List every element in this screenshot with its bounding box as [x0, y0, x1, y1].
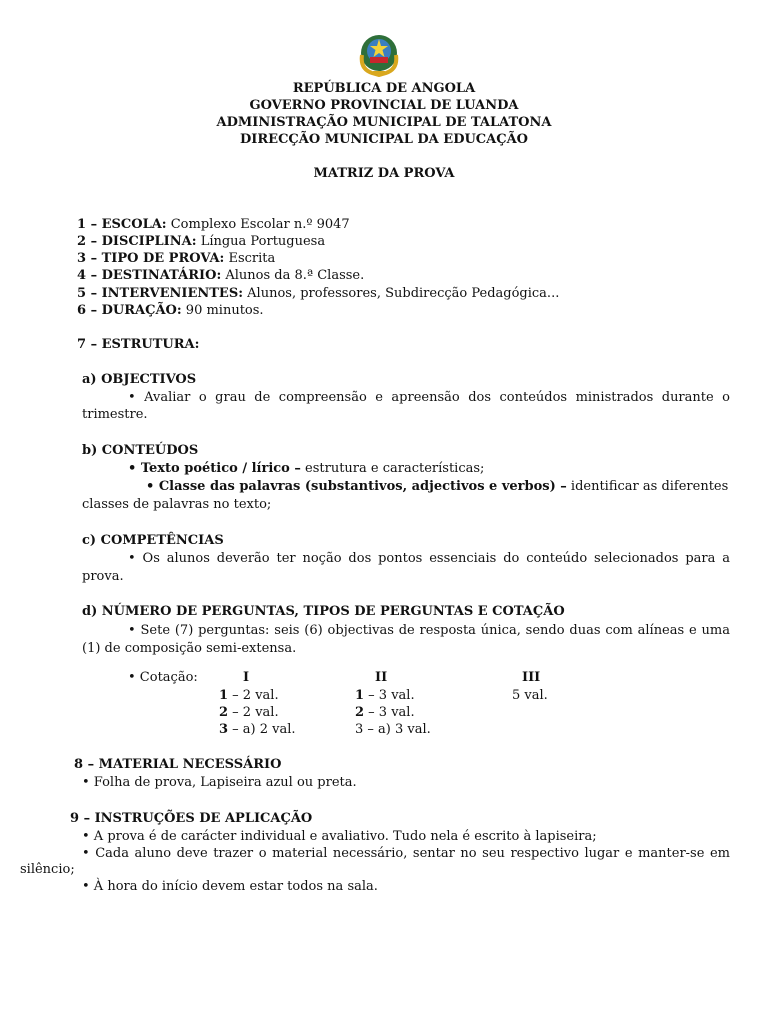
cotacao-question-number: 2 [355, 705, 365, 720]
cotacao-value: – 3 val. [364, 705, 415, 720]
cotacao-I-row-2 [219, 705, 279, 720]
perguntas-heading: d) NÚMERO DE PERGUNTAS, TIPOS DE PERGUNTAS E COTAÇÃO [82, 604, 565, 619]
cotacao-II-row-2 [355, 705, 415, 720]
objectivos-heading: a) OBJECTIVOS [82, 372, 197, 387]
info-intervenientes [77, 286, 559, 301]
section-instrucoes-heading: 9 – INSTRUÇÕES DE APLICAÇÃO [70, 811, 313, 826]
conteudos-item-2 [146, 479, 730, 494]
competencias-heading: c) COMPETÊNCIAS [82, 533, 224, 548]
competencias-line-1: • Os alunos deverão ter noção dos pontos essenciais do conteúdo selecionados para a [128, 551, 730, 566]
info-label: 2 – DISCIPLINA: [77, 234, 197, 249]
competencias-line-2: prova. [82, 569, 124, 584]
conteudos-heading: b) CONTEÚDOS [82, 443, 199, 458]
cotacao-col-III: III [522, 670, 541, 685]
cotacao-I-row-3 [219, 722, 296, 737]
cotacao-II-row-3 [355, 722, 431, 737]
conteudos-item-1 [128, 461, 484, 476]
info-disciplina [77, 234, 325, 249]
header-line-administration: ADMINISTRAÇÃO MUNICIPAL DE TALATONA [216, 115, 552, 130]
objectivos-line-2: trimestre. [82, 407, 148, 422]
cotacao-value: – 3 val. [364, 688, 415, 703]
header-line-direction: DIRECÇÃO MUNICIPAL DA EDUCAÇÃO [240, 132, 528, 147]
material-line-1: • Folha de prova, Lapiseira azul ou preta. [82, 775, 357, 790]
cotacao-question-number: 1 [219, 688, 229, 703]
conteudos-item-1-title: • Texto poético / lírico – [128, 461, 301, 476]
cotacao-I-row-1 [219, 688, 279, 703]
conteudos-item-1-text: estrutura e características; [300, 461, 485, 476]
info-duracao [77, 303, 264, 318]
cotacao-question-number: 1 [355, 688, 365, 703]
cotacao-II-row-1 [355, 688, 415, 703]
instrucoes-line-1: • A prova é de carácter individual e avaliativo. Tudo nela é escrito à lapiseira; [82, 829, 597, 844]
info-value: Alunos, professores, Subdirecção Pedagógica... [247, 286, 560, 301]
angola-emblem-icon [356, 33, 402, 77]
info-destinatario [77, 268, 364, 283]
info-value: 90 minutos. [185, 303, 264, 318]
perguntas-line-2: (1) de composição semi-extensa. [82, 641, 297, 656]
cotacao-label: • Cotação: [128, 670, 198, 685]
info-label: 3 – TIPO DE PROVA: [77, 251, 225, 266]
info-label: 5 – INTERVENIENTES: [77, 286, 244, 301]
info-value: Escrita [228, 251, 276, 266]
info-escola [77, 217, 350, 232]
info-tipo-prova [77, 251, 275, 266]
cotacao-value: – a) 2 val. [228, 722, 296, 737]
perguntas-line-1: • Sete (7) perguntas: seis (6) objectivas de resposta única, sendo duas com alíneas e uma [128, 623, 730, 638]
cotacao-col-I: I [243, 670, 250, 685]
cotacao-question-number: 3 [219, 722, 229, 737]
header-line-republic: REPÚBLICA DE ANGOLA [292, 81, 476, 96]
objectivos-line-1: • Avaliar o grau de compreensão e apreensão dos conteúdos ministrados durante o [128, 390, 730, 405]
conteudos-item-2-text: identificar as diferentes [566, 479, 729, 494]
section-estrutura-heading: 7 – ESTRUTURA: [77, 337, 200, 352]
cotacao-III-row-1: 5 val. [512, 688, 548, 703]
conteudos-item-2-title: • Classe das palavras (substantivos, adjectivos e verbos) – [146, 479, 567, 494]
conteudos-item-2-line-2: classes de palavras no texto; [82, 497, 272, 512]
info-label: 4 – DESTINATÁRIO: [77, 268, 222, 283]
instrucoes-line-3: • À hora do início devem estar todos na sala. [82, 879, 378, 894]
cotacao-question-number: 2 [219, 705, 229, 720]
instrucoes-line-2-continued: silêncio; [20, 862, 75, 877]
section-material-heading: 8 – MATERIAL NECESSÁRIO [74, 757, 282, 772]
info-value: Alunos da 8.ª Classe. [225, 268, 365, 283]
instrucoes-line-2: • Cada aluno deve trazer o material necessário, sentar no seu respectivo lugar e manter-se em [82, 846, 730, 861]
cotacao-value: – 2 val. [228, 705, 279, 720]
cotacao-col-II: II [375, 670, 388, 685]
info-label: 1 – ESCOLA: [77, 217, 167, 232]
info-label: 6 – DURAÇÃO: [77, 303, 182, 318]
document-title: MATRIZ DA PROVA [313, 166, 455, 181]
info-value: Complexo Escolar n.º 9047 [170, 217, 350, 232]
info-value: Língua Portuguesa [200, 234, 326, 249]
header-line-government: GOVERNO PROVINCIAL DE LUANDA [249, 98, 519, 113]
cotacao-value: – 2 val. [228, 688, 279, 703]
cotacao-value: 3 – a) 3 val. [355, 722, 431, 737]
